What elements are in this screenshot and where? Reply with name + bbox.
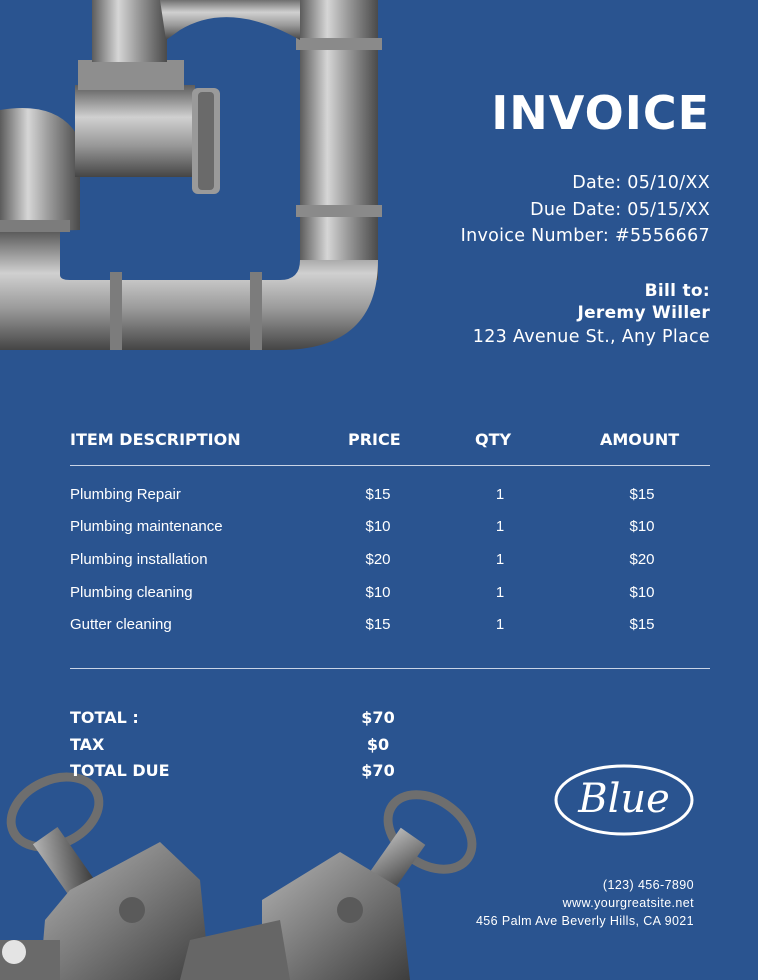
header-divider xyxy=(70,465,710,466)
row-description: Plumbing cleaning xyxy=(70,584,193,601)
bill-to-block xyxy=(473,280,710,350)
total-due-value: $70 xyxy=(361,761,395,780)
table-header xyxy=(70,430,710,452)
contact-address: 456 Palm Ave Beverly Hills, CA 9021 xyxy=(475,914,694,928)
pipe-illustration xyxy=(0,0,390,360)
row-price: $15 xyxy=(365,616,391,633)
row-amount: $15 xyxy=(629,616,655,633)
table-divider xyxy=(70,668,710,669)
contact-phone: (123) 456-7890 xyxy=(602,878,694,892)
row-qty: 1 xyxy=(495,616,505,633)
total-value: $70 xyxy=(361,708,395,727)
bill-to-address: 123 Avenue St., Any Place xyxy=(472,327,710,347)
totals-block xyxy=(70,708,410,788)
row-amount: $20 xyxy=(629,551,655,568)
row-description: Gutter cleaning xyxy=(70,616,172,633)
bill-to-label: Bill to: xyxy=(644,281,710,301)
total-due-row xyxy=(70,761,410,788)
row-amount: $10 xyxy=(629,518,655,535)
row-qty: 1 xyxy=(495,551,505,568)
row-price: $10 xyxy=(365,584,391,601)
row-description: Plumbing maintenance xyxy=(70,518,223,535)
valve-illustration xyxy=(0,770,490,980)
tax-label: TAX xyxy=(70,734,105,754)
total-label: TOTAL : xyxy=(70,708,139,727)
row-price: $10 xyxy=(365,518,391,535)
row-price: $15 xyxy=(365,486,391,503)
row-amount: $15 xyxy=(629,486,655,503)
logo-text: Blue xyxy=(578,776,670,822)
invoice-meta xyxy=(461,170,710,250)
tax-value: $0 xyxy=(366,734,390,754)
table-row xyxy=(70,486,710,506)
company-logo xyxy=(552,762,696,838)
contact-website: www.yourgreatsite.net xyxy=(562,896,694,910)
row-price: $20 xyxy=(365,551,391,568)
table-row xyxy=(70,551,710,571)
invoice-title: INVOICE xyxy=(491,86,710,140)
header-amount: AMOUNT xyxy=(600,430,680,449)
row-description: Plumbing Repair xyxy=(70,486,181,503)
total-due-label: TOTAL DUE xyxy=(70,761,170,780)
bill-to-name: Jeremy Willer xyxy=(577,303,710,323)
row-qty: 1 xyxy=(495,518,505,535)
row-qty: 1 xyxy=(495,486,505,503)
total-row xyxy=(70,708,410,735)
header-item-description: ITEM DESCRIPTION xyxy=(70,430,241,449)
invoice-due-date: Due Date: 05/15/XX xyxy=(530,199,710,220)
row-amount: $10 xyxy=(629,584,655,601)
row-qty: 1 xyxy=(495,584,505,601)
contact-block xyxy=(476,876,694,930)
invoice-date: Date: 05/10/XX xyxy=(572,173,710,193)
tax-row xyxy=(70,735,410,762)
row-description: Plumbing installation xyxy=(70,551,208,568)
header-qty: QTY xyxy=(475,430,512,449)
table-row xyxy=(70,584,710,604)
header-price: PRICE xyxy=(348,430,401,449)
table-row xyxy=(70,518,710,538)
table-row xyxy=(70,616,710,636)
invoice-number: Invoice Number: #5556667 xyxy=(460,226,710,246)
